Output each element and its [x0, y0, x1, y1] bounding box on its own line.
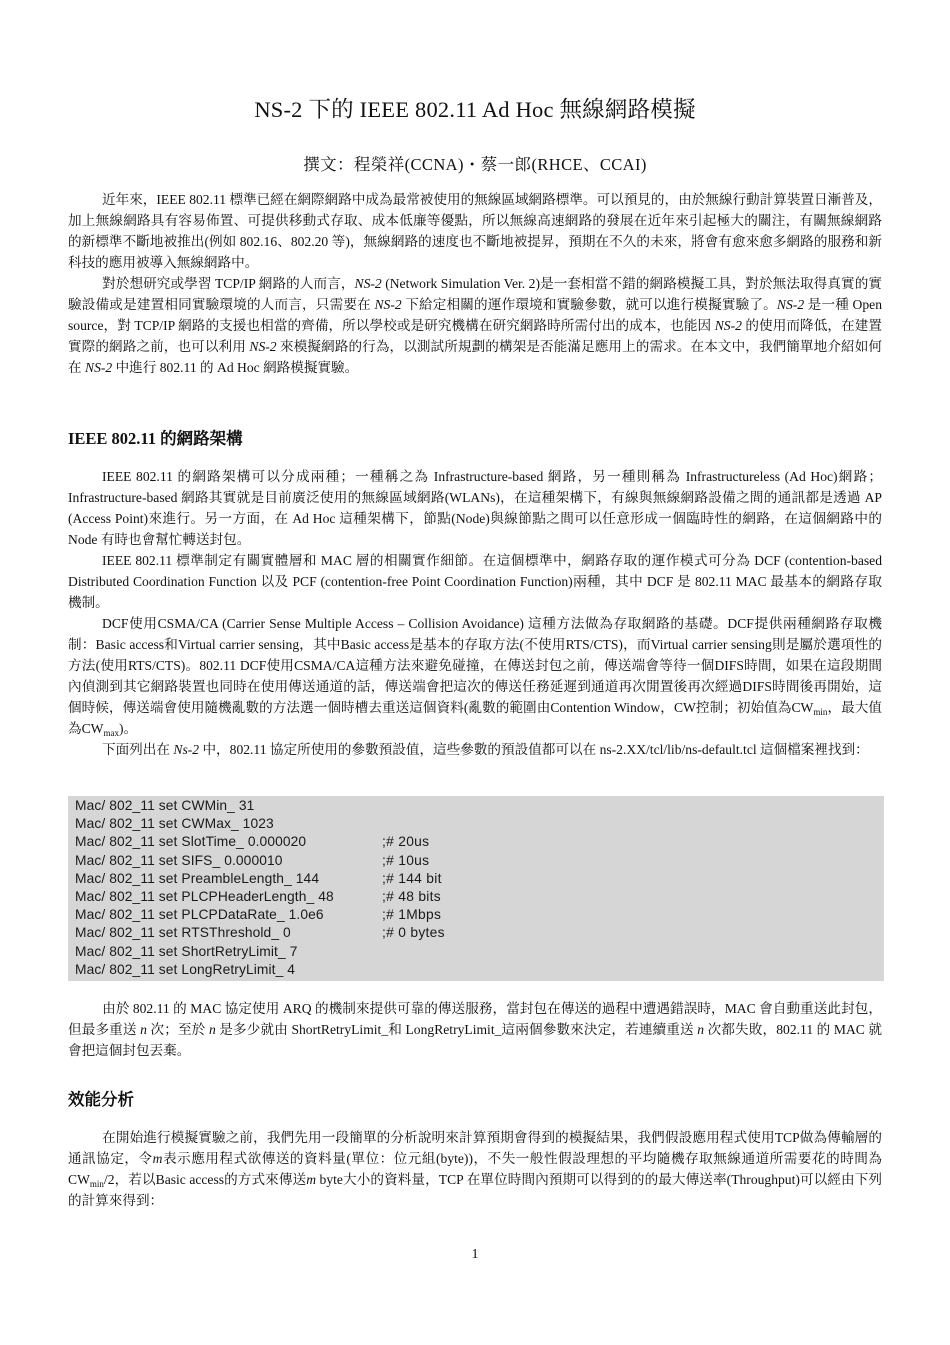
architecture-paragraph-3: DCF使用CSMA/CA (Carrier Sense Multiple Access – Collision Avoidance) 這種方法做為存取網路的基礎。DCF提供兩種網路存取機制：Basic access和Virtual carrier sensing，其中Basic access是基本的存取方法(不使用RTS/CTS)，而Virtual carrier sensing則是屬於選項性的方法(使用RTS/CTS)。802.11 DCF使用CSMA/CA這種方法來避免碰撞，在傳送封包之前，傳送端會等待一個DIFS時間，如果在這段期間內偵測到其它網路裝置也同時在使用傳送通道的話，傳送端會把這次的傳送任務延遲到通道再次閒置後再次經過DIFS時間後再開始，這個時候，傳送端會使用隨機亂數的方法選一個時槽去重送這個資料(亂數的範圍由Contention Window，CW控制；初始值為$CW_{min}$，最大值為$CW_{max}$)。	[68, 616, 882, 738]
code-line: Mac/ 802_11 set PLCPHeaderLength_ 48 ;# 48 bits	[75, 889, 441, 905]
section-heading-architecture: IEEE 802.11 的網路架構	[68, 429, 243, 448]
architecture-paragraph-1: IEEE 802.11 的網路架構可以分成兩種；一種稱之為 Infrastructure-based 網路，另一種則稱為 Infrastructureless (Ad Hoc)網路；Infrastructure-based 網路其實就是目前廣泛使用的無線區域網路(WLANs)，在這種架構下，有線與無線網路設備之間的通訊都是透過 AP (Access Point)來進行。另一方面，在 Ad Hoc 這種架構下，節點(Node)與線節點之間可以任意形成一個臨時性的網路，在這個網路中的 Node 有時也會幫忙轉送封包。	[68, 469, 882, 547]
code-line: Mac/ 802_11 set RTSThreshold_ 0 ;# 0 bytes	[75, 925, 445, 941]
page-number: 1	[471, 1247, 479, 1262]
code-line: Mac/ 802_11 set PreambleLength_ 144 ;# 144 bit	[75, 870, 442, 886]
intro-paragraph-2: 對於想研究或學習 TCP/IP 網路的人而言，NS-2 (Network Simulation Ver. 2)是一套相當不錯的網路模擬工具，對於無法取得真實的實驗設備或是建置相同實驗環境的人而言，只需要在 NS-2 下給定相關的運作環境和實驗參數，就可以進行模擬實驗了。NS-2 是一種 Open source，對 TCP/IP 網路的支援也相當的齊備，所以學校或是研究機構在研究網路時所需付出的成本，也能因 NS-2 的使用而降低，在建置實際的網路之前，也可以利用 NS-2 來模擬網路的行為，以測試所規劃的構架是否能滿足應用上的需求。在本文中，我們簡單地介紹如何在 NS-2 中進行 802.11 的 Ad Hoc 網路模擬實驗。	[68, 276, 882, 375]
code-line: Mac/ 802_11 set LongRetryLimit_ 4	[75, 961, 296, 977]
code-line: Mac/ 802_11 set CWMin_ 31	[75, 798, 255, 813]
code-line: Mac/ 802_11 set PLCPDataRate_ 1.0e6 ;# 1Mbps	[75, 907, 442, 923]
performance-paragraph-1: 在開始進行模擬實驗之前，我們先用一段簡單的分析說明來計算預期會得到的模擬結果，我們假設應用程式使用TCP做為傳輸層的通訊協定，令m表示應用程式欲傳送的資料量(單位：位元組(byte))，不失一般性假設理想的平均隨機存取無線通道所需要花的時間為$CW_{min}/2$，若以Basic access的方式來傳送m byte大小的資料量，TCP 在單位時間內預期可以得到的的最大傳送率(Throughput)可以經由下列的計算來得到：	[68, 1130, 883, 1208]
document-title: NS-2 下的 IEEE 802.11 Ad Hoc 無線網路模擬	[254, 97, 696, 122]
code-line: Mac/ 802_11 set CWMax_ 1023	[75, 816, 274, 832]
architecture-paragraph-2: IEEE 802.11 標準制定有關實體層和 MAC 層的相關實作細節。在這個標準中，網路存取的運作模式可分為 DCF (contention-based Distributed Coordination Function 以及 PCF (contention-free Point Coordination Function)兩種，其中 DCF 是 802.11 MAC 最基本的網路存取機制。	[68, 553, 882, 610]
retry-paragraph: 由於 802.11 的 MAC 協定使用 ARQ 的機制來提供可靠的傳送服務，當封包在傳送的過程中遭遇錯誤時，MAC 會自動重送此封包，但最多重送 n 次；至於 n 是多少就由 ShortRetryLimit_和 LongRetryLimit_這兩個參數來決定，若連續重送 n 次都失敗，802.11 的 MAC 就會把這個封包丟棄。	[68, 1001, 882, 1058]
document-authors: 撰文：程榮祥(CCNA)・蔡一郎(RHCE、CCAI)	[303, 155, 647, 174]
section-heading-performance: 效能分析	[68, 1090, 134, 1109]
code-line: Mac/ 802_11 set SlotTime_ 0.000020 ;# 20us	[75, 834, 430, 850]
code-block	[68, 796, 884, 981]
architecture-paragraph-4: 下面列出在 Ns-2 中，802.11 協定所使用的參數預設值，這些參數的預設值都可以在 ns-2.XX/tcl/lib/ns-default.tcl 這個檔案裡找到：	[102, 742, 869, 757]
code-line: Mac/ 802_11 set ShortRetryLimit_ 7	[75, 943, 298, 959]
intro-paragraph-1: 近年來，IEEE 802.11 標準已經在網際網路中成為最常被使用的無線區域網路標準。可以預見的，由於無線行動計算裝置日漸普及，加上無線網路具有容易佈置、可提供移動式存取、成本低廉等優點，所以無線高速網路的發展在近年來引起極大的關注，有關無線網路的新標準不斷地被推出(例如 802.16、802.20 等)，無線網路的速度也不斷地被提昇，預期在不久的未來，將會有愈來愈多網路的服務和新科技的應用被導入無線網路中。	[68, 192, 882, 270]
code-line: Mac/ 802_11 set SIFS_ 0.000010 ;# 10us	[75, 852, 430, 868]
